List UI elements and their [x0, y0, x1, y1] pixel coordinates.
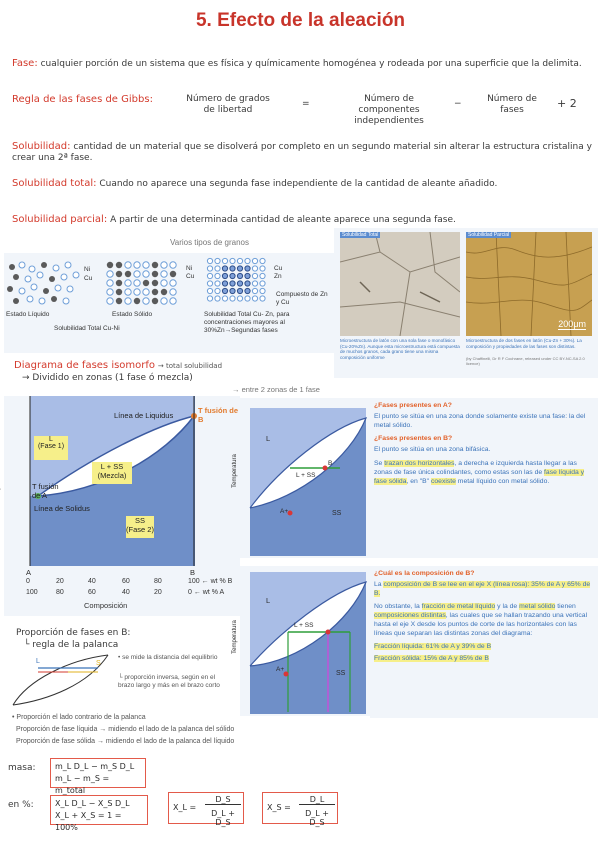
atom-dot: [252, 288, 257, 293]
atom-dot: [207, 281, 212, 286]
atom-dot: [7, 286, 13, 292]
atom-dot: [31, 284, 37, 290]
tfusion-b-label: T fusión de B: [198, 406, 238, 424]
def-solubilidad-parcial: [12, 214, 542, 226]
atom-dot: [107, 262, 113, 268]
atom-dot: [143, 289, 149, 295]
atom-dot: [237, 258, 242, 263]
atom-dot: [161, 271, 167, 277]
info-panel-2: [370, 566, 598, 718]
info1-q2: ¿Fases presentes en B?: [374, 435, 453, 442]
atom-dot: [161, 262, 167, 268]
atom-dot: [230, 281, 235, 286]
atom-dot: [230, 288, 235, 293]
tick-a-0: 0 ← wt % A: [188, 589, 225, 596]
atom-dot: [207, 296, 212, 301]
micro-credit: (by Chaffinelli, Dr R F Cochrane, released under CC BY-NC-SA 2.0 licence): [466, 356, 585, 366]
cu-legend-1: Cu: [84, 275, 93, 282]
atom-dot: [143, 262, 149, 268]
gibbs-components: Número de componentes independientes: [354, 94, 424, 126]
main-xlabel: Composición: [84, 601, 128, 610]
atom-dot: [152, 271, 158, 277]
atom-dot: [215, 258, 220, 263]
atom-dot: [260, 258, 265, 263]
def-gibbs: [12, 94, 601, 124]
atom-dot: [125, 289, 131, 295]
ni-legend-1: Ni: [84, 266, 91, 273]
atom-dot: [260, 281, 265, 286]
xs-box: [262, 792, 338, 827]
mid-zone-ss: SS: [332, 510, 342, 517]
info1-t3b: , a derecha e izquierda hasta llegar a las zonas de fase única colindantes, como estas son las de: [374, 460, 577, 476]
atom-dot: [143, 298, 149, 304]
atom-dot: [13, 298, 19, 304]
atom-dot: [170, 289, 176, 295]
cu-zn-caption: Solubilidad Total Cu- Zn, para concentraciones mayores al 30%Zn→Segundas fases: [204, 311, 290, 334]
gibbs-phases: Número de fases: [487, 94, 537, 115]
solubilidad-total-term: Solubilidad total:: [12, 178, 97, 189]
atom-dot: [41, 262, 47, 268]
def-solubilidad-total: [12, 178, 572, 190]
atom-dot: [73, 272, 79, 278]
atom-dot: [107, 280, 113, 286]
gibbs-plus-two: + 2: [557, 97, 577, 110]
info2-t1a: La: [374, 581, 384, 588]
diagrama-header: [14, 360, 334, 372]
atom-dot: [252, 266, 257, 271]
atom-dot: [245, 273, 250, 278]
atom-dot: [29, 266, 35, 272]
atom-dot: [237, 273, 242, 278]
zone-l-fase: (Fase 1): [37, 443, 65, 450]
diagrama-between: → entre 2 zonas de 1 fase: [232, 385, 320, 394]
info2-f2: Fracción sólida: 15% de A y 85% de B: [374, 655, 489, 662]
proporcion-b2: Proporción de fase líquida → midiendo el lado de la palanca del sólido: [16, 726, 235, 733]
atom-dot: [49, 276, 55, 282]
mid-zone-l: L: [266, 434, 271, 443]
tick-b-40: 40: [88, 578, 96, 585]
zone-l-label: L: [49, 436, 53, 443]
atom-dot: [51, 296, 57, 302]
fase-term: Fase:: [12, 58, 38, 69]
info1-t3a: Se: [374, 460, 385, 467]
ni-legend-2: Ni: [186, 265, 193, 272]
solubilidad-term: Solubilidad:: [12, 141, 71, 152]
atom-dot: [215, 266, 220, 271]
zone-lss-box: [92, 462, 132, 484]
low-zone-lss: L + SS: [294, 622, 314, 629]
info2-t2b: y la de: [495, 603, 520, 610]
atom-dot: [161, 298, 167, 304]
fase-text: cualquier porción de un sistema que es física y químicamente homogénea y rodeada por una superficie que la delimita.: [40, 59, 582, 69]
atom-dot: [63, 298, 69, 304]
info1-t3h2: fase líquida y fase sólida: [374, 469, 585, 485]
palanca-s: S: [96, 660, 101, 667]
atom-dot: [37, 272, 43, 278]
atom-dot: [39, 298, 45, 304]
atom-dot: [152, 289, 158, 295]
gibbs-freedom: Número de grados de libertad: [186, 94, 270, 115]
estado-solido-label: Estado Sólido: [112, 311, 153, 318]
info-panel-1: [370, 398, 598, 558]
atom-dot: [260, 296, 265, 301]
proporcion-note1: • se mide la distancia del equilibrio: [118, 654, 218, 661]
atom-dot: [65, 262, 71, 268]
porcentaje-eq1: X_L D_L − X_S D_L: [55, 799, 130, 808]
atom-dot: [230, 273, 235, 278]
x-label-a: A: [26, 568, 32, 577]
atom-dot: [230, 258, 235, 263]
solidus-label: Línea de Solidus: [34, 504, 90, 513]
atom-dot: [245, 296, 250, 301]
varios-tipos-note: Varios tipos de granos: [170, 238, 250, 247]
atom-dot: [107, 271, 113, 277]
info1-t2: El punto se sitúa en una zona bifásica.: [374, 446, 491, 453]
atom-dot: [134, 289, 140, 295]
low-diagram-panel: [231, 566, 370, 716]
atom-dot: [116, 289, 122, 295]
atom-dot: [245, 266, 250, 271]
atom-dot: [245, 258, 250, 263]
atom-dot: [252, 273, 257, 278]
atom-dot: [252, 258, 257, 263]
tick-a-60: 60: [88, 589, 96, 596]
estado-liquido-label: Estado Líquido: [6, 311, 50, 318]
porcentaje-label: en %:: [8, 800, 34, 810]
atom-dot: [215, 296, 220, 301]
mid-point-b: B: [328, 460, 333, 467]
xl-num: D_S: [205, 795, 241, 805]
tick-b-80: 80: [154, 578, 162, 585]
atom-dot: [116, 298, 122, 304]
atom-dot: [222, 288, 227, 293]
info2-q: ¿Cuál es la composición de B?: [374, 570, 475, 577]
tick-a-80: 80: [56, 589, 64, 596]
palanca-l: L: [36, 658, 40, 665]
atom-dot: [260, 288, 265, 293]
atom-dot: [134, 271, 140, 277]
atom-dot: [13, 274, 19, 280]
atom-dot: [170, 271, 176, 277]
def-fase: [12, 58, 592, 70]
atom-dot: [245, 281, 250, 286]
atom-dot: [161, 289, 167, 295]
low-phase-diagram: [240, 566, 370, 716]
xs-den: D_L + D_S: [305, 809, 329, 827]
diagrama-zones: → Dividido en zonas (1 fase ó mezcla): [22, 373, 193, 383]
cu-legend-2: Cu: [186, 273, 195, 280]
atom-dot: [170, 298, 176, 304]
masa-label: masa:: [8, 763, 36, 773]
porcentaje-eq2: X_L + X_S = 1 = 100%: [55, 811, 122, 832]
solubilidad-parcial-text: A partir de una determinada cantidad de aleante aparece una segunda fase.: [110, 215, 456, 225]
info1-t3d: metal líquido con metal sólido.: [455, 478, 550, 485]
atom-dot: [25, 276, 31, 282]
atom-dot: [134, 280, 140, 286]
xs-left: X_S =: [267, 803, 291, 812]
atom-dot: [245, 288, 250, 293]
atom-dot: [19, 262, 25, 268]
xs-num: D_L: [299, 795, 335, 805]
atom-dot: [222, 266, 227, 271]
micro-tag-parcial: Solubilidad Parcial: [468, 232, 510, 238]
atom-dot: [143, 271, 149, 277]
solubilidad-parcial-term: Solubilidad parcial:: [12, 214, 108, 225]
atom-dot: [237, 281, 242, 286]
zone-l-box: [34, 436, 68, 460]
low-point-a: A+: [276, 666, 285, 673]
atom-dot: [116, 271, 122, 277]
gibbs-term: Regla de las fases de Gibbs:: [12, 94, 153, 105]
tick-a-20: 20: [154, 589, 162, 596]
micro-caption-2: Microestructura de dos fases en latón (Cu-Zn + 30%). La composición y propiedades de las fases son distintas.: [466, 338, 582, 349]
atom-dot: [222, 281, 227, 286]
info2-t2h3: composiciones distintas: [374, 612, 446, 619]
cu-legend-3: Cu: [274, 265, 283, 272]
proporcion-title: Proporción de fases en B:: [16, 628, 131, 638]
low-zone-l: L: [266, 596, 271, 605]
atom-dot: [207, 273, 212, 278]
info1-t3c: , en "B": [406, 478, 431, 485]
atom-dot: [125, 271, 131, 277]
info2-t1: [374, 580, 594, 598]
atom-dot: [61, 274, 67, 280]
atom-dot: [207, 258, 212, 263]
info1-t3h3: coexiste: [430, 478, 456, 485]
atom-dot: [170, 262, 176, 268]
atom-dot: [237, 288, 242, 293]
atom-dot: [222, 273, 227, 278]
info2-t2h: fracción de metal líquido: [421, 603, 496, 610]
micro-caption-1: Microestructura de latón con una sola fase o monofásico (Cu-20%Zn). Aunque esta microestructura está compuesta de muchos granos, cada grano tiene una misma composición uniforme: [340, 338, 460, 360]
micro-image-single-phase: [340, 232, 460, 336]
zone-ss-fase: (Fase 2): [126, 525, 154, 534]
atom-dot: [152, 298, 158, 304]
atom-dot: [53, 265, 59, 271]
low-ylabel: Temperatura: [231, 620, 238, 654]
atom-dot: [125, 280, 131, 286]
atom-dot: [260, 266, 265, 271]
diagrama-arrow1: → total solubilidad: [157, 362, 223, 370]
mid-zone-lss: L + SS: [296, 472, 316, 479]
proporcion-b1: • Proporción el lado contrario de la palanca: [12, 714, 146, 721]
compuesto-label: Compuesto de Zn y Cu: [276, 291, 328, 306]
atom-dot: [237, 266, 242, 271]
tick-a-40: 40: [122, 589, 130, 596]
masa-eq1: m_L D_L − m_S D_L: [55, 762, 135, 771]
solubilidad-text: cantidad de un material que se disolverá por completo en un segundo material sin alterar la estructura cristalina y crear una 2ª fase.: [12, 142, 592, 163]
grain-boundaries-1: [340, 232, 460, 336]
gibbs-minus: −: [454, 99, 462, 109]
low-zone-ss: SS: [336, 670, 346, 677]
info2-f1: Fracción líquida: 61% de A y 39% de B: [374, 643, 492, 650]
masa-box: [50, 758, 146, 795]
x-label-b: B: [190, 568, 196, 577]
porcentaje-box: [50, 795, 148, 832]
micro-tag-total: Solubilidad Total: [342, 232, 379, 238]
atom-dot: [207, 288, 212, 293]
atom-dot: [215, 288, 220, 293]
atom-dot: [222, 296, 227, 301]
masa-eq2: m_L − m_S = m_total: [55, 774, 110, 795]
tick-b-20: 20: [56, 578, 64, 585]
info2-t2: [374, 602, 594, 638]
info1-t3: [374, 459, 594, 486]
atom-dot: [207, 266, 212, 271]
def-solubilidad: [12, 141, 592, 164]
info1-t3h: trazan dos horizontales: [384, 460, 455, 467]
atom-dot: [222, 258, 227, 263]
mid-ylabel: Temperatura: [231, 454, 238, 488]
solubilidad-total-text: Cuando no aparece una segunda fase independiente de la cantidad de aleante añadido.: [99, 179, 498, 189]
scale-bar: 200μm: [558, 319, 586, 329]
proporcion-b3: Proporción de fase sólida → midiendo el lado de la palanca del líquido: [16, 738, 235, 745]
atom-dot: [152, 262, 158, 268]
tick-b-60: 60: [122, 578, 130, 585]
diagrama-term: Diagrama de fases isomorfo: [14, 360, 156, 371]
atom-dot: [67, 286, 73, 292]
zone-lss-mezcla: (Mezcla): [97, 471, 127, 480]
main-diagram-panel: [4, 396, 240, 616]
tick-a-100: 100: [26, 589, 38, 596]
atom-dot: [230, 296, 235, 301]
atom-dot: [107, 289, 113, 295]
atom-dot: [134, 298, 140, 304]
atom-dot: [55, 285, 61, 291]
atom-dot: [19, 288, 25, 294]
info2-t2a: No obstante, la: [374, 603, 422, 610]
atom-dot: [260, 273, 265, 278]
xl-left: X_L =: [173, 803, 197, 812]
atom-dot: [152, 280, 158, 286]
atom-dot: [27, 296, 33, 302]
atom-dot: [125, 262, 131, 268]
atom-dot: [116, 262, 122, 268]
xl-box: [168, 792, 244, 827]
atom-dot: [161, 280, 167, 286]
proporcion-sub: └ regla de la palanca: [24, 640, 119, 650]
atom-dot: [215, 273, 220, 278]
gibbs-equals: =: [302, 99, 310, 109]
page-title: 5. Efecto de la aleación: [195, 10, 406, 31]
zone-ss-label: SS: [134, 516, 145, 525]
atom-dot: [134, 262, 140, 268]
atom-dot: [143, 280, 149, 286]
zone-ss-box: [126, 516, 154, 538]
micro-image-two-phase: [466, 232, 592, 336]
info1-t1: El punto se sitúa en una zona donde solamente existe una fase: la del metal sólido.: [374, 413, 586, 429]
atom-dot: [43, 288, 49, 294]
main-ylabel: [0, 464, 1, 503]
tick-b-0: 0: [26, 578, 30, 585]
atom-dot: [252, 281, 257, 286]
atom-dot: [252, 296, 257, 301]
proporcion-note2: └ proporción inversa, según en el brazo largo y más en el brazo corto: [118, 674, 220, 689]
atoms-panel: [4, 253, 334, 353]
zn-legend: Zn: [274, 273, 282, 280]
xl-den: D_L + D_S: [211, 809, 235, 827]
info2-t2c: tienen: [555, 603, 576, 610]
micro-panel: [334, 228, 598, 378]
atom-dot: [9, 264, 15, 270]
atom-dot: [237, 296, 242, 301]
mid-diagram-panel: [231, 398, 370, 558]
info2-t2h2: metal sólido: [519, 603, 556, 610]
info2-t2d: , las cuales que se hallan trazando una vertical hasta el eje X desde los puntos de corte de las horizontales con las líneas que separan las distintas zonas del diagrama:: [374, 612, 588, 637]
palanca-sketch: [8, 650, 118, 710]
tfusion-a-label: T fusión de A: [32, 482, 59, 500]
atom-dot: [230, 266, 235, 271]
cu-ni-caption: Solubilidad Total Cu-Ni: [54, 325, 120, 332]
atom-dot: [125, 298, 131, 304]
liquidus-label: Línea de Liquidus: [114, 411, 174, 420]
info2-t1h: composición de B se lee en el eje X (línea rosa): 35% de A y 65% de B.: [374, 581, 591, 597]
zone-lss-label: L + SS: [100, 462, 124, 471]
tick-b-100: 100 ← wt % B: [188, 578, 233, 585]
mid-point-a: A+: [280, 508, 289, 515]
atom-dot: [215, 281, 220, 286]
atom-dot: [116, 280, 122, 286]
atom-dot: [107, 298, 113, 304]
info1-q1: ¿Fases presentes en A?: [374, 402, 452, 409]
atom-dot: [170, 280, 176, 286]
